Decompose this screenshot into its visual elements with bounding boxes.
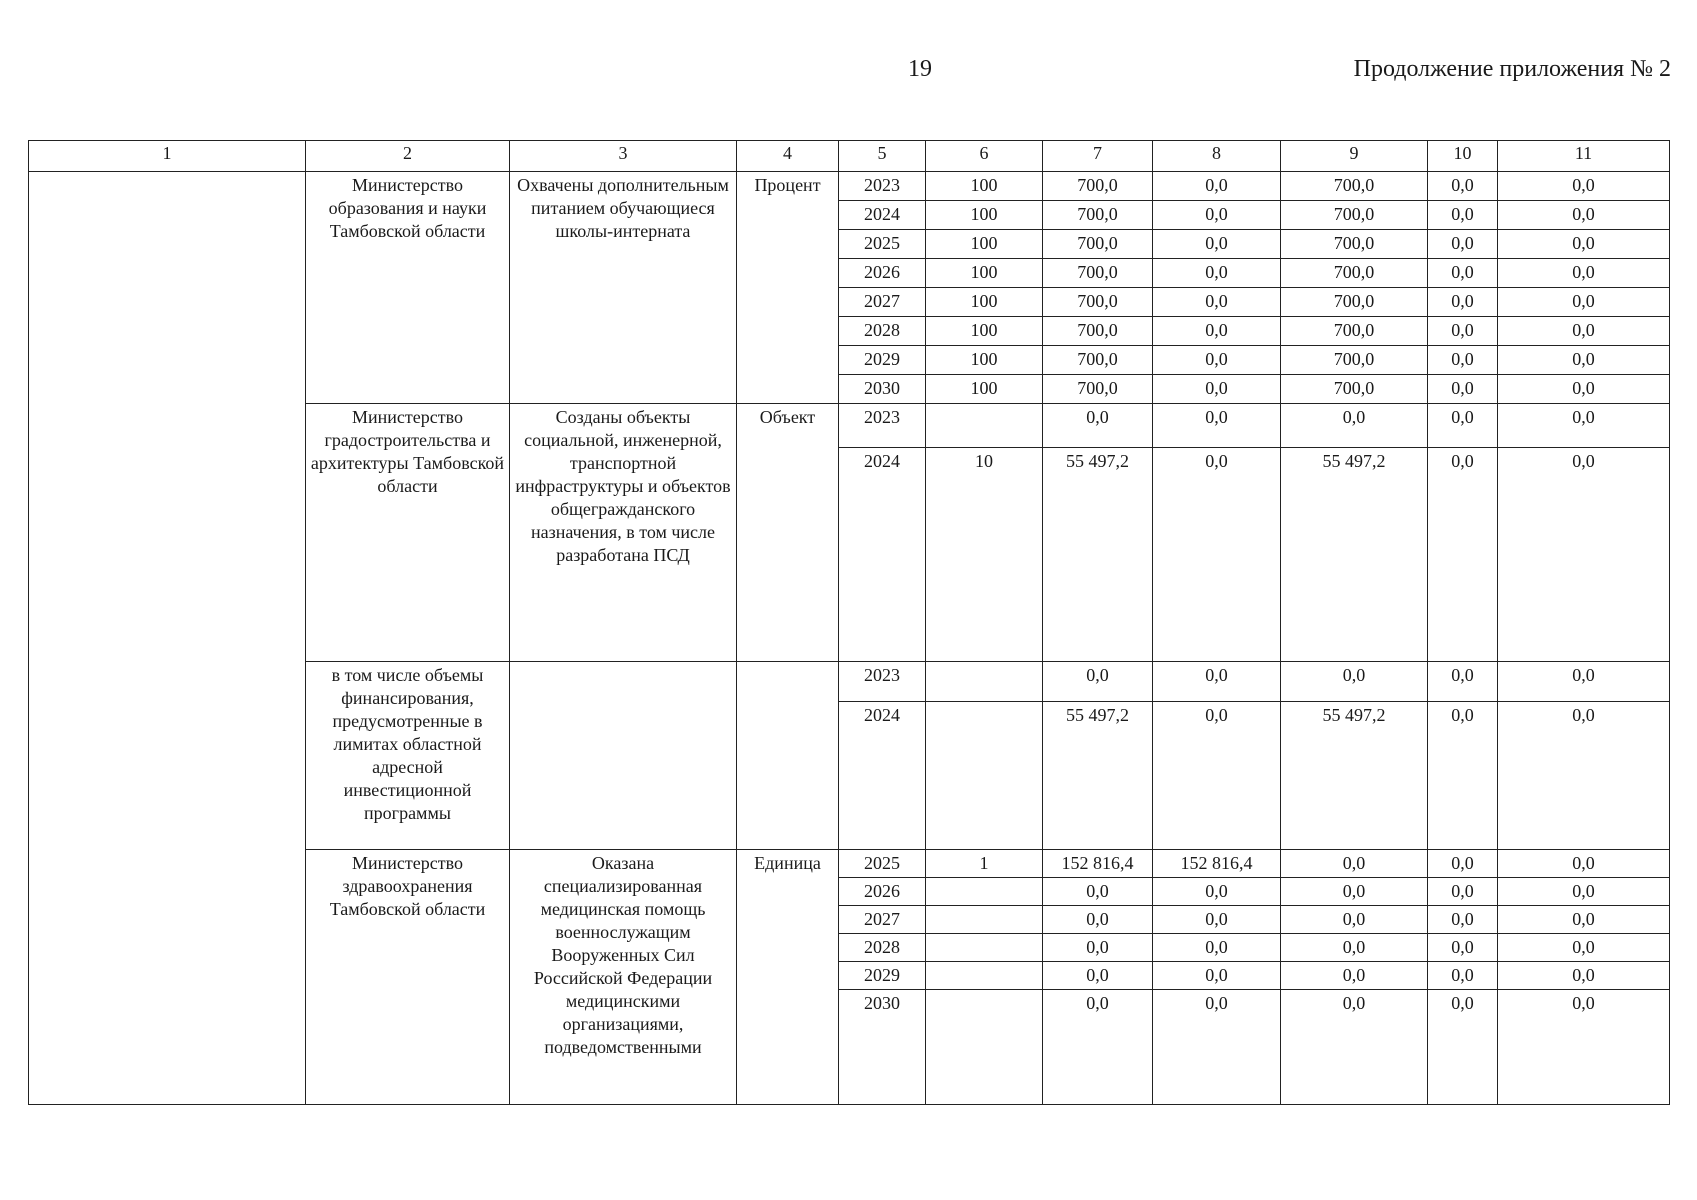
executor-cell: в том числе объемы финансирования, предусмотренные в лимитах областной адресной инвестиционной программы <box>306 662 510 850</box>
other-funding-cell: 0,0 <box>1498 934 1670 962</box>
year-cell: 2028 <box>839 317 926 346</box>
regional-funding-cell: 700,0 <box>1281 288 1428 317</box>
total-funding-cell: 700,0 <box>1043 288 1153 317</box>
executor-cell: Министерство образования и науки Тамбовской области <box>306 172 510 404</box>
column-number-header: 3 <box>510 141 737 172</box>
federal-funding-cell: 0,0 <box>1153 702 1281 850</box>
local-funding-cell: 0,0 <box>1428 375 1498 404</box>
result-cell: Охвачены дополнительным питанием обучающиеся школы-интерната <box>510 172 737 404</box>
target-value-cell <box>926 934 1043 962</box>
financing-table <box>28 140 1670 1105</box>
regional-funding-cell: 55 497,2 <box>1281 702 1428 850</box>
total-funding-cell: 700,0 <box>1043 230 1153 259</box>
year-cell: 2027 <box>839 288 926 317</box>
local-funding-cell: 0,0 <box>1428 990 1498 1105</box>
target-value-cell: 100 <box>926 288 1043 317</box>
year-cell: 2029 <box>839 962 926 990</box>
other-funding-cell: 0,0 <box>1498 172 1670 201</box>
local-funding-cell: 0,0 <box>1428 404 1498 448</box>
year-cell: 2023 <box>839 662 926 702</box>
target-value-cell: 10 <box>926 448 1043 662</box>
other-funding-cell: 0,0 <box>1498 404 1670 448</box>
target-value-cell: 100 <box>926 172 1043 201</box>
year-cell: 2025 <box>839 230 926 259</box>
column-number-header: 1 <box>29 141 306 172</box>
federal-funding-cell: 0,0 <box>1153 259 1281 288</box>
year-cell: 2027 <box>839 906 926 934</box>
other-funding-cell: 0,0 <box>1498 288 1670 317</box>
column-number-header: 10 <box>1428 141 1498 172</box>
year-cell: 2030 <box>839 990 926 1105</box>
year-cell: 2024 <box>839 702 926 850</box>
column-number-header: 4 <box>737 141 839 172</box>
target-value-cell: 100 <box>926 346 1043 375</box>
federal-funding-cell: 0,0 <box>1153 288 1281 317</box>
column-number-row <box>29 141 1670 172</box>
year-cell: 2023 <box>839 172 926 201</box>
other-funding-cell: 0,0 <box>1498 662 1670 702</box>
target-value-cell <box>926 990 1043 1105</box>
unit-cell: Единица <box>737 850 839 1105</box>
other-funding-cell: 0,0 <box>1498 317 1670 346</box>
federal-funding-cell: 0,0 <box>1153 346 1281 375</box>
federal-funding-cell: 0,0 <box>1153 990 1281 1105</box>
local-funding-cell: 0,0 <box>1428 230 1498 259</box>
federal-funding-cell: 0,0 <box>1153 906 1281 934</box>
target-value-cell: 100 <box>926 230 1043 259</box>
result-cell: Оказана специализированная медицинская помощь военнослужащим Вооруженных Сил Российской Федерации медицинскими организациями, подведомственными <box>510 850 737 1105</box>
column-number-header: 11 <box>1498 141 1670 172</box>
local-funding-cell: 0,0 <box>1428 878 1498 906</box>
total-funding-cell: 0,0 <box>1043 662 1153 702</box>
regional-funding-cell: 0,0 <box>1281 906 1428 934</box>
federal-funding-cell: 0,0 <box>1153 375 1281 404</box>
federal-funding-cell: 0,0 <box>1153 172 1281 201</box>
other-funding-cell: 0,0 <box>1498 375 1670 404</box>
regional-funding-cell: 0,0 <box>1281 962 1428 990</box>
column-number-header: 8 <box>1153 141 1281 172</box>
total-funding-cell: 0,0 <box>1043 934 1153 962</box>
total-funding-cell: 0,0 <box>1043 878 1153 906</box>
local-funding-cell: 0,0 <box>1428 662 1498 702</box>
target-value-cell <box>926 878 1043 906</box>
local-funding-cell: 0,0 <box>1428 448 1498 662</box>
other-funding-cell: 0,0 <box>1498 906 1670 934</box>
regional-funding-cell: 0,0 <box>1281 662 1428 702</box>
federal-funding-cell: 0,0 <box>1153 230 1281 259</box>
federal-funding-cell: 0,0 <box>1153 201 1281 230</box>
year-cell: 2026 <box>839 259 926 288</box>
federal-funding-cell: 0,0 <box>1153 962 1281 990</box>
federal-funding-cell: 0,0 <box>1153 404 1281 448</box>
regional-funding-cell: 0,0 <box>1281 878 1428 906</box>
regional-funding-cell: 0,0 <box>1281 990 1428 1105</box>
federal-funding-cell: 0,0 <box>1153 662 1281 702</box>
result-cell: Созданы объекты социальной, инженерной, транспортной инфраструктуры и объектов общегражданского назначения, в том числе разработана ПСД <box>510 404 737 662</box>
target-value-cell: 100 <box>926 317 1043 346</box>
year-cell: 2026 <box>839 878 926 906</box>
target-value-cell <box>926 662 1043 702</box>
total-funding-cell: 55 497,2 <box>1043 702 1153 850</box>
other-funding-cell: 0,0 <box>1498 878 1670 906</box>
year-cell: 2028 <box>839 934 926 962</box>
page-number: 19 <box>908 56 932 82</box>
total-funding-cell: 700,0 <box>1043 317 1153 346</box>
year-cell: 2025 <box>839 850 926 878</box>
local-funding-cell: 0,0 <box>1428 346 1498 375</box>
column-number-header: 7 <box>1043 141 1153 172</box>
other-funding-cell: 0,0 <box>1498 201 1670 230</box>
regional-funding-cell: 700,0 <box>1281 259 1428 288</box>
year-cell: 2029 <box>839 346 926 375</box>
regional-funding-cell: 0,0 <box>1281 850 1428 878</box>
total-funding-cell: 700,0 <box>1043 259 1153 288</box>
local-funding-cell: 0,0 <box>1428 259 1498 288</box>
other-funding-cell: 0,0 <box>1498 990 1670 1105</box>
federal-funding-cell: 0,0 <box>1153 934 1281 962</box>
regional-funding-cell: 700,0 <box>1281 172 1428 201</box>
target-value-cell <box>926 906 1043 934</box>
local-funding-cell: 0,0 <box>1428 201 1498 230</box>
column-number-header: 2 <box>306 141 510 172</box>
local-funding-cell: 0,0 <box>1428 172 1498 201</box>
target-value-cell <box>926 702 1043 850</box>
total-funding-cell: 0,0 <box>1043 906 1153 934</box>
total-funding-cell: 700,0 <box>1043 201 1153 230</box>
other-funding-cell: 0,0 <box>1498 346 1670 375</box>
regional-funding-cell: 700,0 <box>1281 230 1428 259</box>
year-cell: 2024 <box>839 201 926 230</box>
unit-cell: Процент <box>737 172 839 404</box>
regional-funding-cell: 700,0 <box>1281 375 1428 404</box>
total-funding-cell: 152 816,4 <box>1043 850 1153 878</box>
regional-funding-cell: 700,0 <box>1281 317 1428 346</box>
year-cell: 2030 <box>839 375 926 404</box>
regional-funding-cell: 0,0 <box>1281 404 1428 448</box>
executor-cell: Министерство градостроительства и архитектуры Тамбовской области <box>306 404 510 662</box>
total-funding-cell: 700,0 <box>1043 375 1153 404</box>
regional-funding-cell: 0,0 <box>1281 934 1428 962</box>
table-row <box>29 172 1670 201</box>
regional-funding-cell: 700,0 <box>1281 201 1428 230</box>
federal-funding-cell: 0,0 <box>1153 317 1281 346</box>
other-funding-cell: 0,0 <box>1498 962 1670 990</box>
total-funding-cell: 0,0 <box>1043 962 1153 990</box>
unit-cell <box>737 662 839 850</box>
regional-funding-cell: 55 497,2 <box>1281 448 1428 662</box>
total-funding-cell: 0,0 <box>1043 404 1153 448</box>
local-funding-cell: 0,0 <box>1428 702 1498 850</box>
federal-funding-cell: 152 816,4 <box>1153 850 1281 878</box>
column-number-header: 5 <box>839 141 926 172</box>
other-funding-cell: 0,0 <box>1498 259 1670 288</box>
total-funding-cell: 700,0 <box>1043 346 1153 375</box>
column-number-header: 6 <box>926 141 1043 172</box>
target-value-cell: 100 <box>926 259 1043 288</box>
federal-funding-cell: 0,0 <box>1153 448 1281 662</box>
local-funding-cell: 0,0 <box>1428 850 1498 878</box>
target-value-cell <box>926 962 1043 990</box>
appendix-caption: Продолжение приложения № 2 <box>1353 56 1671 82</box>
local-funding-cell: 0,0 <box>1428 317 1498 346</box>
table-body <box>29 141 1670 1105</box>
result-cell <box>510 662 737 850</box>
local-funding-cell: 0,0 <box>1428 906 1498 934</box>
target-value-cell: 1 <box>926 850 1043 878</box>
other-funding-cell: 0,0 <box>1498 230 1670 259</box>
target-value-cell <box>926 404 1043 448</box>
local-funding-cell: 0,0 <box>1428 934 1498 962</box>
other-funding-cell: 0,0 <box>1498 702 1670 850</box>
target-value-cell: 100 <box>926 375 1043 404</box>
program-element-cell <box>29 172 306 1105</box>
other-funding-cell: 0,0 <box>1498 448 1670 662</box>
total-funding-cell: 700,0 <box>1043 172 1153 201</box>
other-funding-cell: 0,0 <box>1498 850 1670 878</box>
total-funding-cell: 55 497,2 <box>1043 448 1153 662</box>
target-value-cell: 100 <box>926 201 1043 230</box>
year-cell: 2023 <box>839 404 926 448</box>
local-funding-cell: 0,0 <box>1428 962 1498 990</box>
local-funding-cell: 0,0 <box>1428 288 1498 317</box>
regional-funding-cell: 700,0 <box>1281 346 1428 375</box>
unit-cell: Объект <box>737 404 839 662</box>
year-cell: 2024 <box>839 448 926 662</box>
total-funding-cell: 0,0 <box>1043 990 1153 1105</box>
column-number-header: 9 <box>1281 141 1428 172</box>
federal-funding-cell: 0,0 <box>1153 878 1281 906</box>
executor-cell: Министерство здравоохранения Тамбовской области <box>306 850 510 1105</box>
